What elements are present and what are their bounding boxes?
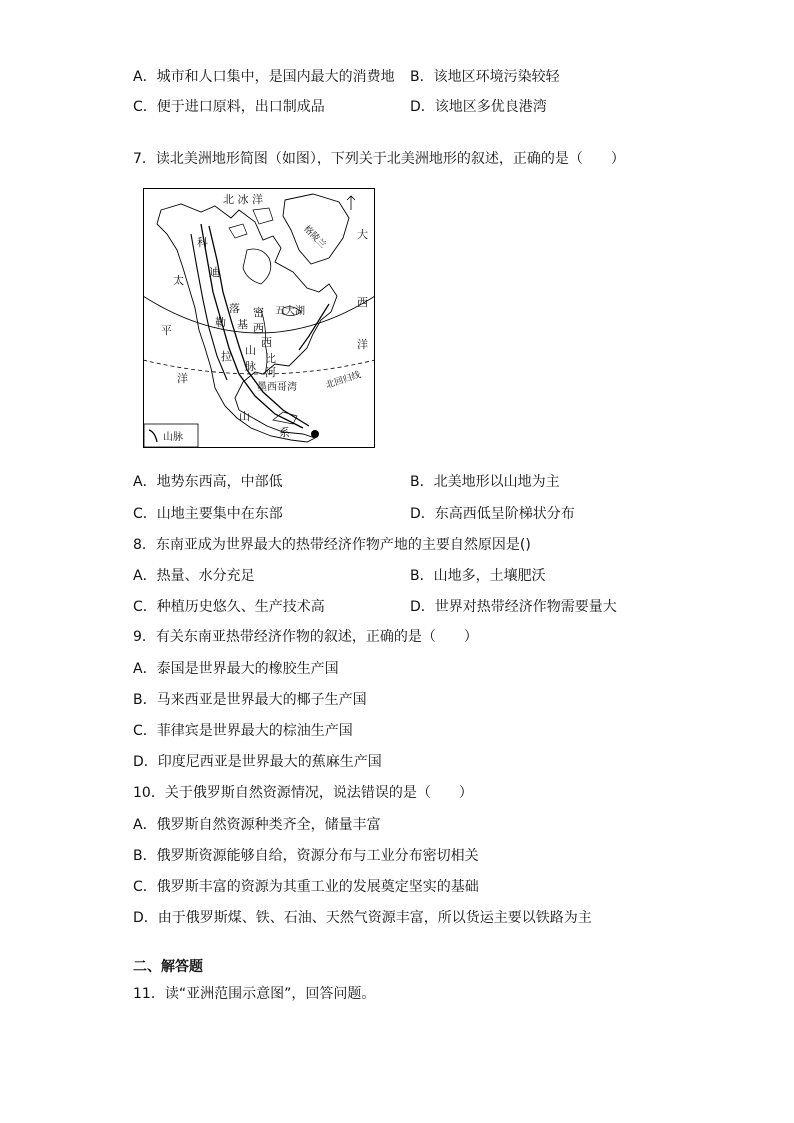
- option-letter: B．: [410, 568, 434, 584]
- tropic-label: 北回归线: [324, 370, 363, 391]
- q7-option-d[interactable]: [410, 505, 575, 523]
- option-letter: A．: [133, 474, 157, 490]
- cordillera-char-1: 科: [197, 236, 208, 249]
- q9-option-d[interactable]: [133, 753, 382, 771]
- cordillera-char-2: 迪: [209, 266, 220, 279]
- q8-stem: 8．东南亚成为世界最大的热带经济作物产地的主要自然原因是(): [133, 537, 531, 553]
- q10-option-b[interactable]: [133, 847, 479, 865]
- pacific-label-3: 洋: [177, 372, 188, 385]
- section-heading: 二、解答题: [133, 959, 203, 975]
- option-text: 印度尼西亚是世界最大的蕉麻生产国: [157, 754, 382, 770]
- cordillera-char-5: 山: [239, 410, 250, 423]
- option-text: 菲律宾是世界最大的棕油生产国: [156, 723, 353, 739]
- option-letter: A．: [133, 817, 157, 833]
- q9-option-c[interactable]: [133, 722, 353, 740]
- option-letter: B．: [410, 474, 434, 490]
- option-text: 世界对热带经济作物需要量大: [434, 599, 617, 615]
- option-text: 该地区多优良港湾: [434, 99, 547, 115]
- great-lakes-label: 五大湖: [275, 306, 305, 317]
- pacific-label-1: 太: [173, 274, 184, 287]
- option-text: 地势东西高，中部低: [156, 474, 283, 490]
- q9-option-a[interactable]: [133, 660, 339, 678]
- option-letter: D．: [133, 910, 158, 926]
- greenland-label: 格陵兰: [301, 224, 328, 251]
- q10-option-a[interactable]: [133, 816, 381, 834]
- cordillera-char-4: 拉: [221, 350, 232, 363]
- option-letter: C．: [133, 506, 157, 522]
- q9-stem: 9．有关东南亚热带经济作物的叙述，正确的是（ ）: [133, 629, 478, 645]
- north-america-terrain-map: [143, 188, 375, 448]
- q6-option-b[interactable]: [410, 68, 560, 86]
- q7-option-c[interactable]: [133, 505, 283, 523]
- q7-option-b[interactable]: [410, 473, 560, 491]
- option-text: 山地多，土壤肥沃: [433, 568, 546, 584]
- option-letter: B．: [133, 848, 157, 864]
- option-letter: D．: [133, 754, 158, 770]
- option-text: 北美地形以山地为主: [433, 474, 560, 490]
- q7-stem: 7．读北美洲地形简图（如图），下列关于北美洲地形的叙述，正确的是（ ）: [133, 151, 625, 167]
- option-text: 马来西亚是世界最大的椰子生产国: [156, 692, 367, 708]
- q11-stem: 11．读“亚洲范围示意图”，回答问题。: [133, 986, 376, 1002]
- option-letter: A．: [133, 568, 157, 584]
- pacific-label-2: 平: [161, 324, 172, 337]
- option-text: 泰国是世界最大的橡胶生产国: [156, 661, 339, 677]
- atlantic-label-1: 大: [357, 228, 368, 241]
- legend-label: 山脉: [163, 432, 183, 443]
- rocky-char-4: 脉: [245, 360, 256, 373]
- option-text: 俄罗斯丰富的资源为其重工业的发展奠定坚实的基础: [156, 879, 479, 895]
- q8-option-b[interactable]: [410, 567, 546, 585]
- mississippi-char-3: 西: [261, 336, 272, 349]
- option-text: 便于进口原料，出口制成品: [156, 99, 325, 115]
- option-text: 城市和人口集中，是国内最大的消费地: [156, 69, 395, 85]
- option-letter: D．: [410, 506, 435, 522]
- option-letter: D．: [410, 599, 435, 615]
- option-letter: C．: [133, 879, 157, 895]
- mississippi-char-5: 河: [265, 366, 276, 379]
- option-text: 该地区环境污染较轻: [433, 69, 560, 85]
- cordillera-char-3: 勒: [215, 316, 226, 329]
- q10-stem: 10．关于俄罗斯自然资源情况，说法错误的是（ ）: [133, 785, 473, 801]
- gulf-of-mexico-label: 墨西哥湾: [257, 382, 297, 393]
- option-letter: A．: [133, 69, 157, 85]
- option-text: 东高西低呈阶梯状分布: [434, 506, 575, 522]
- q10-option-c[interactable]: [133, 878, 479, 896]
- option-text: 热量、水分充足: [156, 568, 255, 584]
- rocky-char-2: 基: [237, 318, 248, 331]
- q6-option-c[interactable]: [133, 98, 325, 116]
- option-letter: C．: [133, 99, 157, 115]
- rocky-char-1: 落: [229, 302, 240, 315]
- q6-option-a[interactable]: [133, 68, 395, 86]
- option-letter: C．: [133, 599, 157, 615]
- option-letter: A．: [133, 661, 157, 677]
- option-letter: D．: [410, 99, 435, 115]
- option-text: 种植历史悠久、生产技术高: [156, 599, 325, 615]
- map-dot: [311, 430, 319, 438]
- option-text: 由于俄罗斯煤、铁、石油、天然气资源丰富，所以货运主要以铁路为主: [157, 910, 592, 926]
- mississippi-char-1: 密: [253, 306, 264, 319]
- option-letter: C．: [133, 723, 157, 739]
- option-letter: B．: [133, 692, 157, 708]
- option-text: 俄罗斯资源能够自给，资源分布与工业分布密切相关: [156, 848, 479, 864]
- q10-option-d[interactable]: [133, 909, 592, 927]
- q7-option-a[interactable]: [133, 473, 283, 491]
- option-text: 山地主要集中在东部: [156, 506, 283, 522]
- option-letter: B．: [410, 69, 434, 85]
- option-text: 俄罗斯自然资源种类齐全，储量丰富: [156, 817, 381, 833]
- mississippi-char-2: 西: [253, 322, 264, 335]
- atlantic-label-3: 洋: [357, 338, 368, 351]
- q8-option-a[interactable]: [133, 567, 255, 585]
- q9-option-b[interactable]: [133, 691, 367, 709]
- q6-option-d[interactable]: [410, 98, 547, 116]
- rocky-char-3: 山: [245, 344, 256, 357]
- mississippi-char-4: 比: [265, 352, 276, 365]
- arctic-ocean-label: 北 冰 洋: [223, 193, 263, 206]
- q8-option-d[interactable]: [410, 598, 617, 616]
- cordillera-char-6: 系: [279, 426, 290, 439]
- q8-option-c[interactable]: [133, 598, 325, 616]
- atlantic-label-2: 西: [357, 296, 368, 309]
